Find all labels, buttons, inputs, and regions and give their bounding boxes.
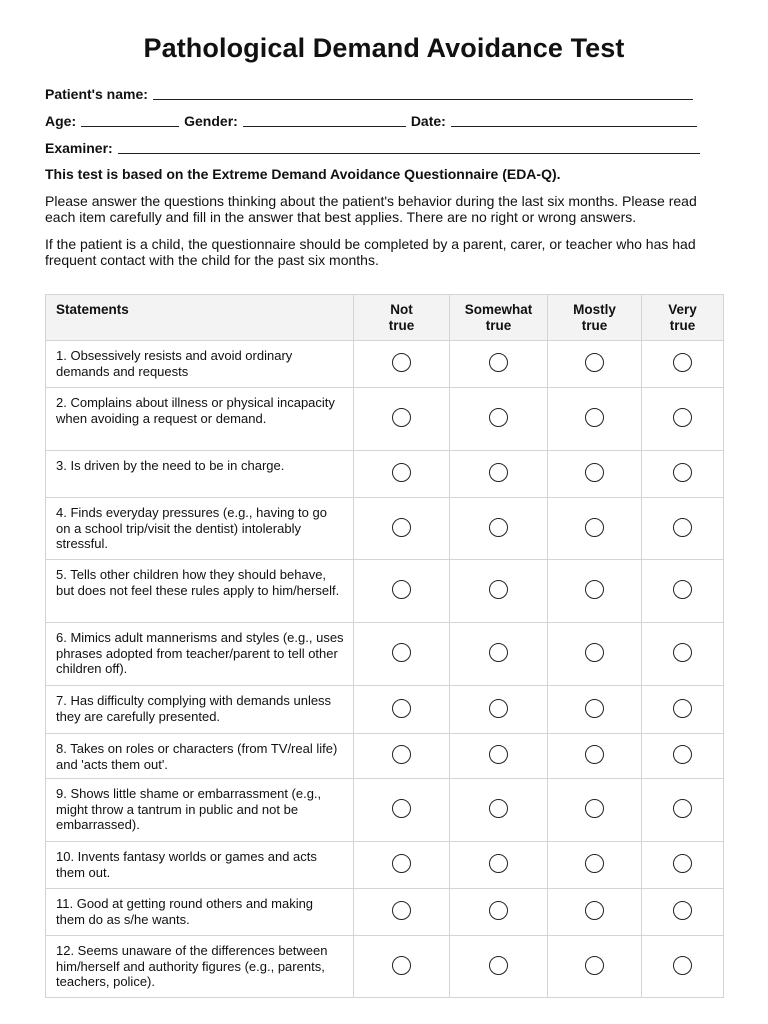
statement-text: 4. Finds everyday pressures (e.g., having to go on a school trip/visit the dentist) intolerably stressful. — [46, 498, 354, 560]
very-true-header: Very true — [642, 295, 724, 341]
very-true-radio[interactable] — [673, 699, 692, 718]
somewhat-true-radio[interactable] — [489, 699, 508, 718]
statement-text: 1. Obsessively resists and avoid ordinary demands and requests — [46, 341, 354, 388]
table-row — [46, 388, 724, 451]
table-header-row — [46, 295, 724, 341]
somewhat-true-radio[interactable] — [489, 745, 508, 764]
not-true-radio[interactable] — [392, 463, 411, 482]
statement-text: 7. Has difficulty complying with demands unless they are carefully presented. — [46, 686, 354, 734]
examiner-field[interactable] — [118, 141, 700, 154]
very-true-radio[interactable] — [673, 463, 692, 482]
patient-name-field[interactable] — [153, 87, 693, 100]
very-true-radio[interactable] — [673, 901, 692, 920]
statement-text: 11. Good at getting round others and making them do as s/he wants. — [46, 889, 354, 936]
very-true-radio[interactable] — [673, 353, 692, 372]
mostly-true-radio[interactable] — [585, 643, 604, 662]
not-true-header: Not true — [354, 295, 450, 341]
questionnaire-basis: This test is based on the Extreme Demand Avoidance Questionnaire (EDA-Q). — [45, 166, 561, 182]
mostly-true-radio[interactable] — [585, 463, 604, 482]
mostly-true-radio[interactable] — [585, 745, 604, 764]
statement-text: 10. Invents fantasy worlds or games and acts them out. — [46, 842, 354, 889]
table-row — [46, 451, 724, 498]
table-row — [46, 842, 724, 889]
page-title: Pathological Demand Avoidance Test — [143, 33, 625, 63]
not-true-radio[interactable] — [392, 956, 411, 975]
table-row — [46, 341, 724, 388]
mostly-true-radio[interactable] — [585, 854, 604, 873]
not-true-radio[interactable] — [392, 854, 411, 873]
statement-text: 8. Takes on roles or characters (from TV/real life) and 'acts them out'. — [46, 734, 354, 779]
somewhat-true-radio[interactable] — [489, 408, 508, 427]
table-row — [46, 498, 724, 560]
very-true-radio[interactable] — [673, 518, 692, 537]
mostly-true-radio[interactable] — [585, 518, 604, 537]
very-true-radio[interactable] — [673, 854, 692, 873]
date-label: Date: — [410, 113, 446, 129]
somewhat-true-radio[interactable] — [489, 518, 508, 537]
examiner-row — [45, 140, 705, 156]
questionnaire-table — [45, 294, 724, 998]
mostly-true-radio[interactable] — [585, 408, 604, 427]
table-row — [46, 623, 724, 686]
somewhat-true-radio[interactable] — [489, 353, 508, 372]
table-row — [46, 779, 724, 842]
somewhat-true-radio[interactable] — [489, 580, 508, 599]
not-true-radio[interactable] — [392, 799, 411, 818]
not-true-radio[interactable] — [392, 643, 411, 662]
patient-name-label: Patient's name: — [45, 86, 148, 102]
mostly-true-radio[interactable] — [585, 901, 604, 920]
table-row — [46, 686, 724, 734]
not-true-radio[interactable] — [392, 518, 411, 537]
age-gender-date-row — [45, 113, 702, 129]
somewhat-true-radio[interactable] — [489, 956, 508, 975]
not-true-radio[interactable] — [392, 901, 411, 920]
very-true-radio[interactable] — [673, 799, 692, 818]
child-note-paragraph: If the patient is a child, the questionnaire should be completed by a parent, carer, or teacher who has had frequent contact with the child for the past six months. — [45, 236, 696, 268]
very-true-radio[interactable] — [673, 580, 692, 599]
statement-text: 6. Mimics adult mannerisms and styles (e.g., uses phrases adopted from teacher/parent to tell other children off). — [46, 623, 354, 686]
not-true-radio[interactable] — [392, 745, 411, 764]
very-true-radio[interactable] — [673, 956, 692, 975]
mostly-true-radio[interactable] — [585, 580, 604, 599]
gender-field[interactable] — [243, 114, 406, 127]
somewhat-true-header: Somewhat true — [450, 295, 548, 341]
not-true-radio[interactable] — [392, 580, 411, 599]
somewhat-true-radio[interactable] — [489, 463, 508, 482]
somewhat-true-radio[interactable] — [489, 901, 508, 920]
mostly-true-radio[interactable] — [585, 353, 604, 372]
date-field[interactable] — [451, 114, 697, 127]
mostly-true-radio[interactable] — [585, 699, 604, 718]
table-row — [46, 734, 724, 779]
very-true-radio[interactable] — [673, 643, 692, 662]
not-true-radio[interactable] — [392, 408, 411, 427]
age-label: Age: — [45, 113, 77, 129]
gender-label: Gender: — [184, 113, 238, 129]
statement-text: 2. Complains about illness or physical incapacity when avoiding a request or demand. — [46, 388, 354, 451]
statement-text: 3. Is driven by the need to be in charge. — [46, 451, 354, 498]
patient-name-row — [45, 86, 698, 102]
not-true-radio[interactable] — [392, 699, 411, 718]
statement-text: 9. Shows little shame or embarrassment (e.g., might throw a tantrum in public and not be embarrassed). — [46, 779, 354, 842]
somewhat-true-radio[interactable] — [489, 799, 508, 818]
mostly-true-radio[interactable] — [585, 799, 604, 818]
statements-header: Statements — [46, 295, 354, 341]
table-row — [46, 936, 724, 998]
somewhat-true-radio[interactable] — [489, 643, 508, 662]
table-row — [46, 560, 724, 623]
statement-text: 12. Seems unaware of the differences between him/herself and authority figures (e.g., parents, teachers, police). — [46, 936, 354, 998]
not-true-radio[interactable] — [392, 353, 411, 372]
very-true-radio[interactable] — [673, 745, 692, 764]
age-field[interactable] — [81, 114, 179, 127]
instructions-paragraph: Please answer the questions thinking about the patient's behavior during the last six months. Please read each item carefully and fill in the answer that best applies. There are no right or wrong answers. — [45, 193, 697, 225]
examiner-label: Examiner: — [45, 140, 113, 156]
somewhat-true-radio[interactable] — [489, 854, 508, 873]
table-row — [46, 889, 724, 936]
mostly-true-header: Mostly true — [548, 295, 642, 341]
statement-text: 5. Tells other children how they should behave, but does not feel these rules apply to him/herself. — [46, 560, 354, 623]
very-true-radio[interactable] — [673, 408, 692, 427]
mostly-true-radio[interactable] — [585, 956, 604, 975]
